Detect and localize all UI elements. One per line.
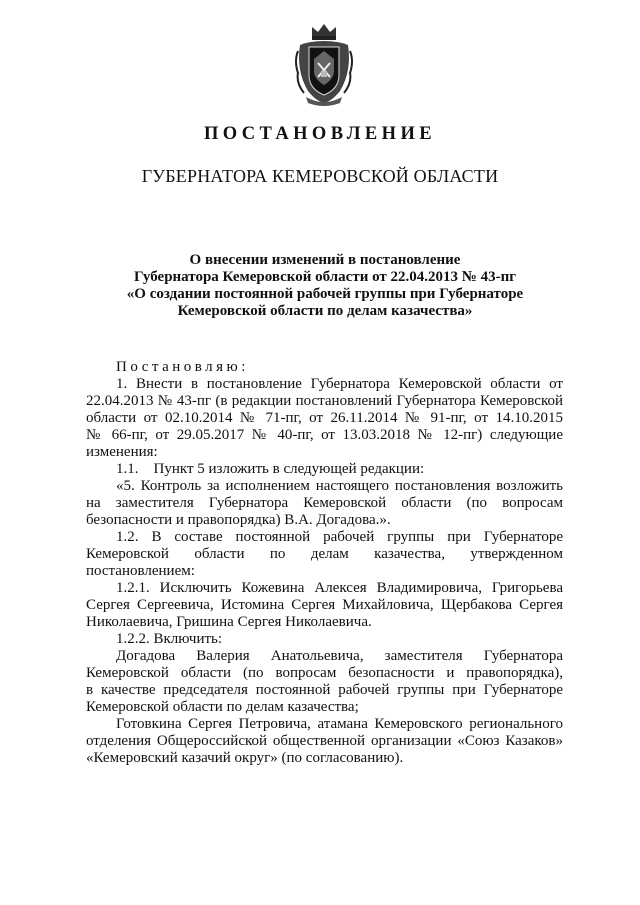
body-line: 22.04.2013 № 43-пг (в редакции постановлений Губернатора Кемеровской — [86, 393, 563, 409]
body-line: «Кемеровский казачий округ» (по согласованию). — [86, 750, 404, 766]
body-line: Кемеровской области по делам казачества; — [86, 699, 359, 715]
body-line: Догадова Валерия Анатольевича, заместителя Губернатора — [116, 648, 563, 664]
heading-line: «О создании постоянной рабочей группы при Губернаторе — [126, 286, 524, 302]
body-line: Сергея Сергеевича, Истомина Сергея Михайловича, Щербакова Сергея — [86, 597, 563, 613]
document-title: ПОСТАНОВЛЕНИЕ — [203, 124, 436, 144]
body-line: Николаевича, Гришина Сергея Николаевича. — [86, 614, 372, 630]
body-line: Кемеровской области по делам казачества, утвержденном — [86, 546, 563, 562]
body-line: Постановляю: — [116, 359, 249, 375]
body-line: 1.1. Пункт 5 изложить в следующей редакции: — [116, 461, 425, 477]
body-line: на заместителя Губернатора Кемеровской области (по вопросам — [86, 495, 563, 511]
body-line: области от 02.10.2014 № 71-пг, от 26.11.2014 № 91-пг, от 14.10.2015 — [86, 410, 563, 426]
body-line: в качестве председателя постоянной рабочей группы при Губернаторе — [86, 682, 563, 698]
body-line: 1.2. В составе постоянной рабочей группы при Губернаторе — [116, 529, 563, 545]
body-line: безопасности и правопорядка) В.А. Догадова.». — [86, 512, 391, 528]
body-line: № 66-пг, от 29.05.2017 № 40-пг, от 13.03.2018 № 12-пг) следующие — [86, 427, 563, 443]
coat-of-arms-emblem — [294, 21, 354, 107]
body-line: Кемеровской области (по вопросам безопасности и правопорядка), — [86, 665, 563, 681]
body-line: 1.2.1. Исключить Кожевина Алексея Владимировича, Григорьева — [116, 580, 563, 596]
body-line: изменения: — [86, 444, 158, 460]
heading-line: Кемеровской области по делам казачества» — [177, 303, 473, 319]
document-subtitle: ГУБЕРНАТОРА КЕМЕРОВСКОЙ ОБЛАСТИ — [141, 166, 499, 186]
body-line: 1.2.2. Включить: — [116, 631, 223, 647]
heading-line: Губернатора Кемеровской области от 22.04.2013 № 43-пг — [133, 269, 517, 285]
body-line: Готовкина Сергея Петровича, атамана Кемеровского регионального — [116, 716, 563, 732]
body-line: 1. Внести в постановление Губернатора Кемеровской области от — [116, 376, 563, 392]
body-line: постановлением: — [86, 563, 195, 579]
body-line: «5. Контроль за исполнением настоящего постановления возложить — [116, 478, 563, 494]
body-line: отделения Общероссийской общественной организации «Союз Казаков» — [86, 733, 563, 749]
document-heading — [80, 252, 570, 320]
heading-line: О внесении изменений в постановление — [189, 252, 461, 268]
